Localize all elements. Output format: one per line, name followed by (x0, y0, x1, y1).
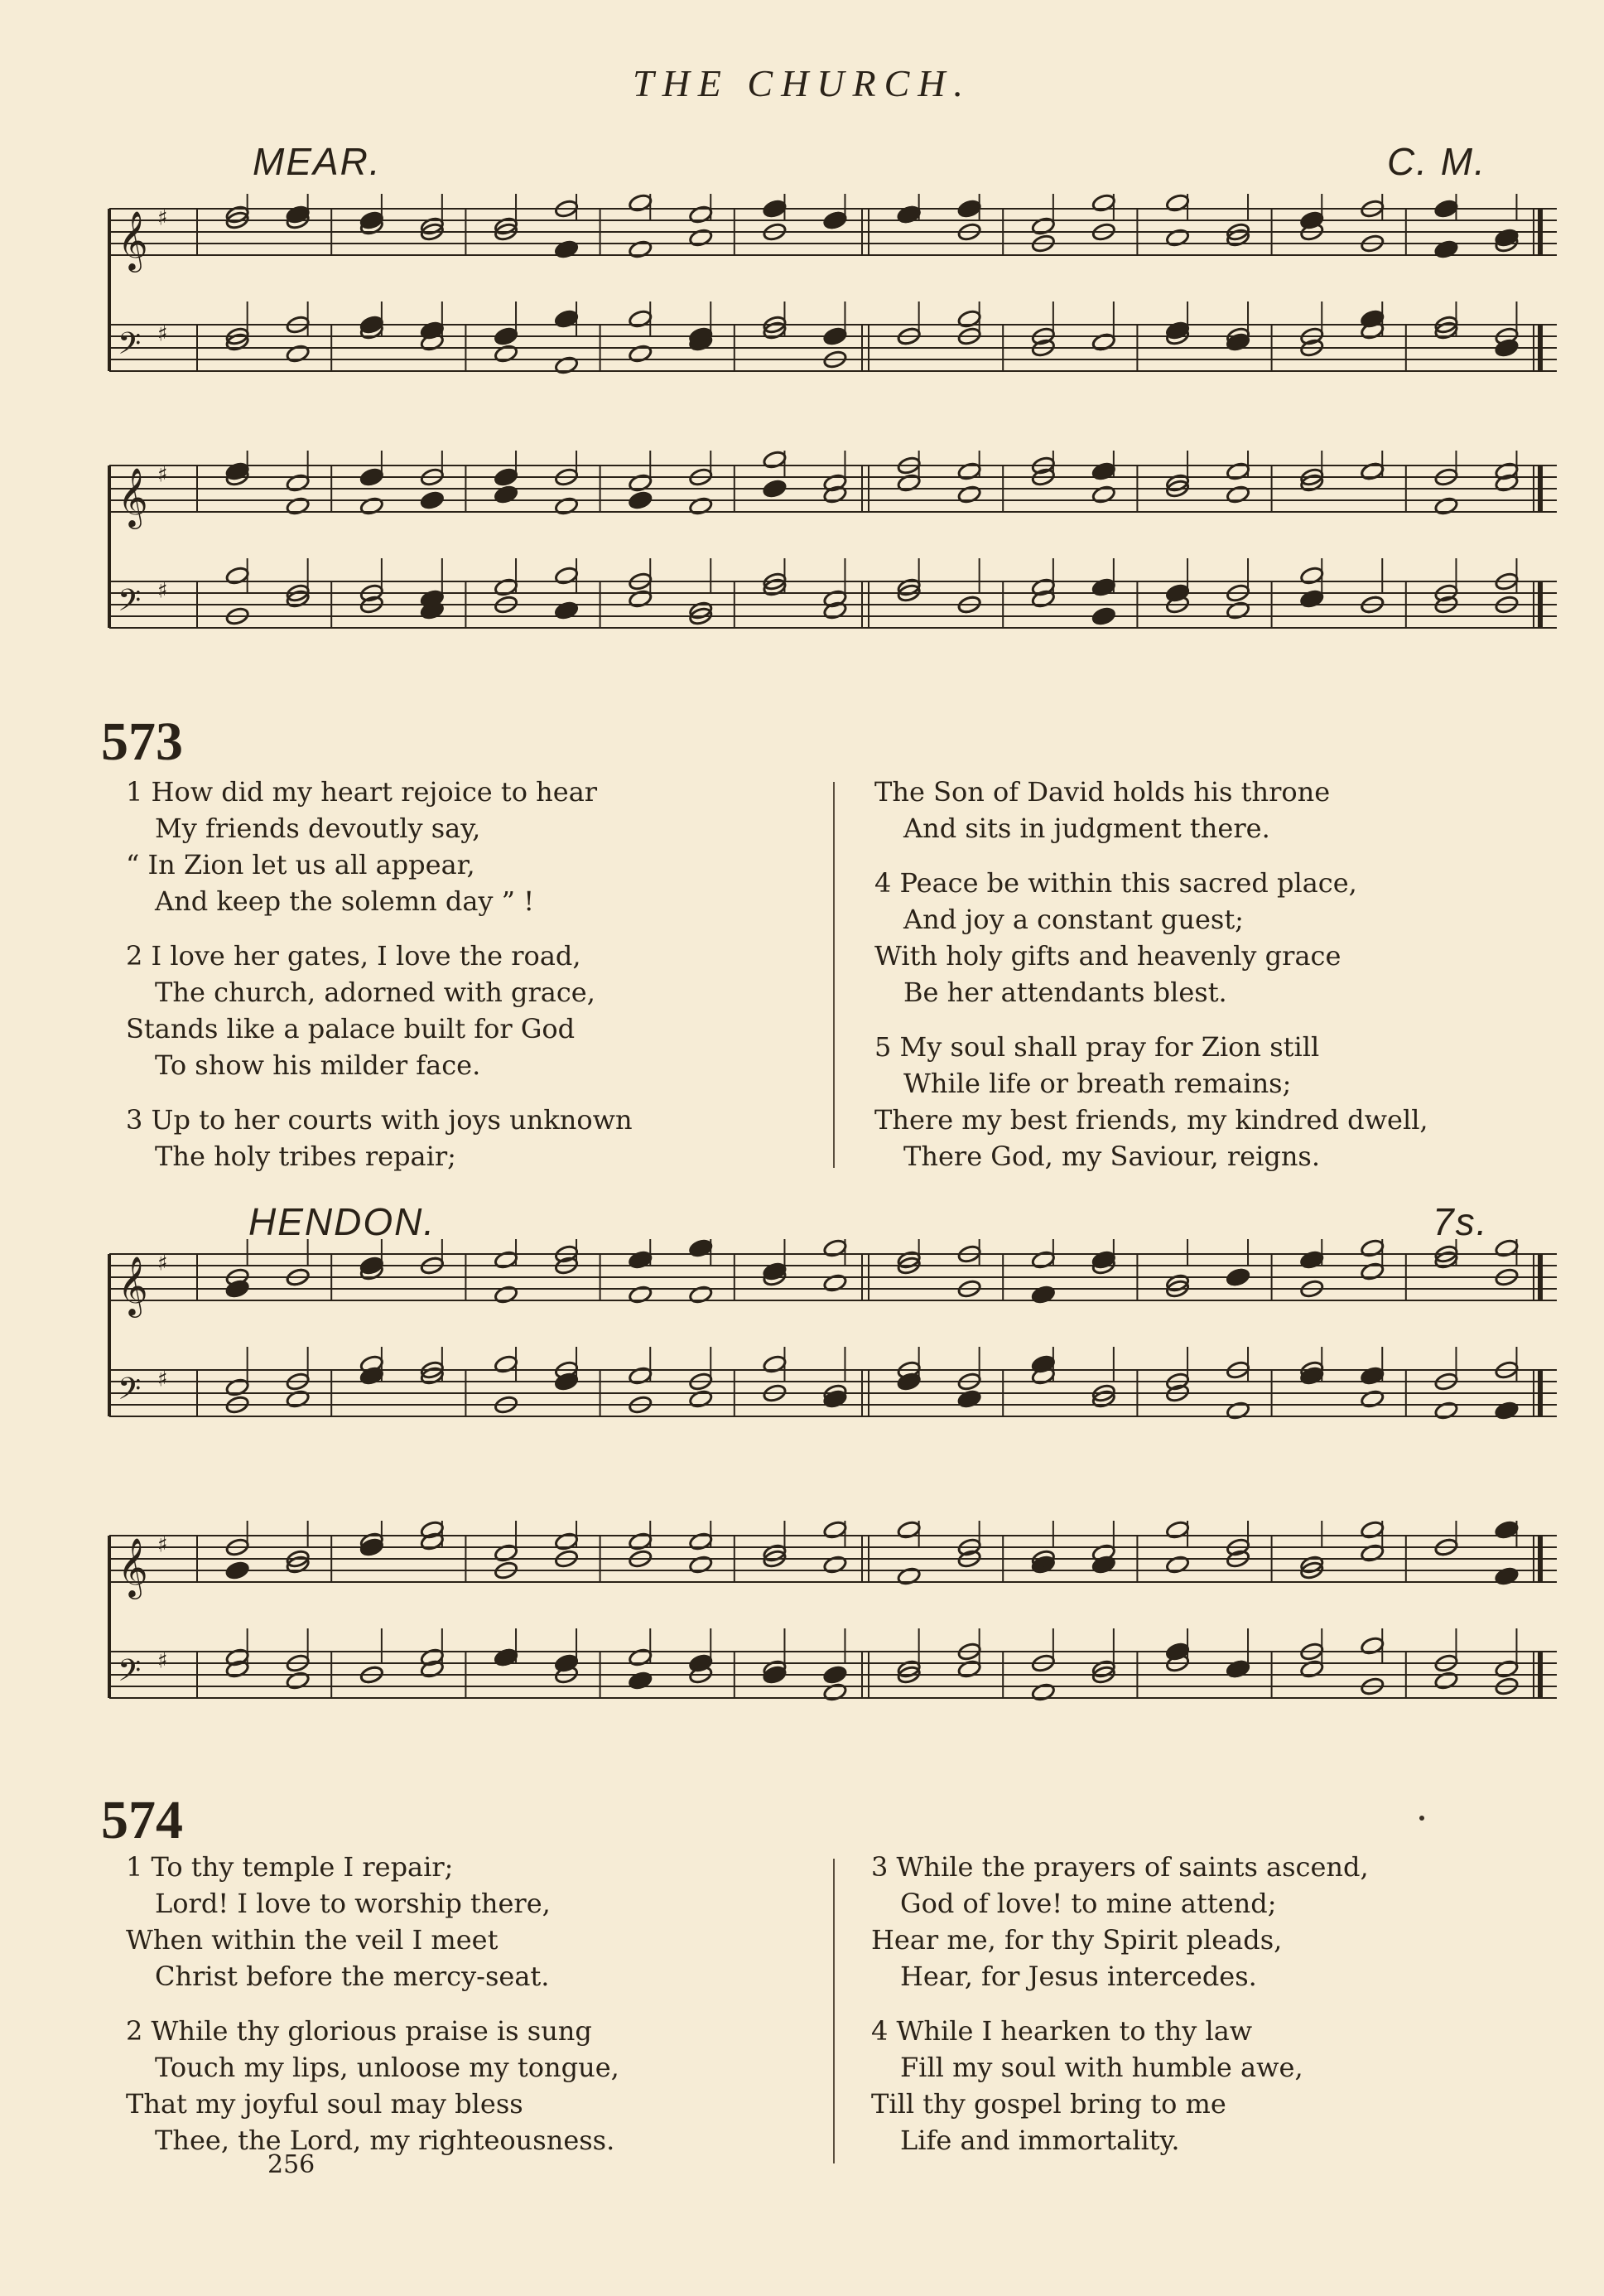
verse-line: 1 To thy temple I repair; (126, 1851, 454, 1883)
stanza (126, 1849, 619, 1995)
note-head (957, 1389, 982, 1409)
note-head (897, 205, 922, 224)
note-head (286, 496, 311, 516)
note-head (1494, 1566, 1519, 1586)
note-head (957, 461, 982, 481)
stanza (871, 1849, 1369, 1995)
bass-clef-icon: 𝄢 (118, 583, 142, 625)
bass-clef-icon: 𝄢 (118, 1372, 142, 1414)
hymn-number-573: 573 (101, 711, 183, 772)
note-head (494, 577, 518, 597)
stanza (874, 1029, 1428, 1175)
verse-line: Touch my lips, unloose my tongue, (155, 2052, 619, 2083)
note-head (286, 1671, 311, 1691)
note-head (1091, 577, 1116, 597)
note-head (1494, 1238, 1519, 1258)
verse-line: The church, adorned with grace, (155, 977, 595, 1008)
verse-line: God of love! to mine attend; (900, 1888, 1277, 1919)
note-head (1226, 1659, 1250, 1679)
note-head (628, 473, 653, 493)
verse-line: And keep the solemn day ” ! (155, 885, 535, 917)
verse-line: 4 While I hearken to thy law (871, 2015, 1253, 2047)
note-head (359, 467, 384, 487)
note-head (822, 1520, 847, 1540)
note-head (1031, 1250, 1056, 1270)
note-head (957, 485, 982, 504)
note-head (628, 1671, 653, 1691)
key-signature-sharp: ♯ (157, 462, 168, 488)
note-head (822, 1238, 847, 1258)
note-head (1091, 461, 1116, 481)
note-head (628, 309, 653, 329)
note-head (957, 199, 982, 219)
bass-clef-icon: 𝄢 (118, 1653, 142, 1695)
verse-line: That my joyful soul may bless (126, 2088, 523, 2120)
note-head (897, 1520, 922, 1540)
note-head (1226, 1401, 1250, 1421)
note-head (1360, 1238, 1385, 1258)
note-head (1091, 485, 1116, 504)
note-head (554, 496, 579, 516)
note-head (1165, 1555, 1190, 1575)
note-head (494, 467, 518, 487)
verse-line: My friends devoutly say, (155, 813, 481, 844)
stanza (126, 1102, 633, 1175)
note-head (1494, 1520, 1519, 1540)
stanza (126, 938, 633, 1083)
stanza (874, 774, 1428, 847)
note-head (1494, 1659, 1519, 1679)
note-head (822, 326, 847, 346)
note-head (1434, 1671, 1459, 1691)
tune-name-mear: MEAR. (253, 140, 382, 183)
verse-line: Till thy gospel bring to me (871, 2088, 1226, 2120)
note-head (628, 1366, 653, 1386)
note-head (1434, 199, 1459, 219)
treble-clef-icon: 𝄞 (118, 1536, 148, 1597)
verse-line: Christ before the mercy-seat. (155, 1961, 550, 1992)
note-head (554, 601, 579, 620)
key-signature-sharp: ♯ (157, 1367, 168, 1392)
score-mear (106, 192, 1565, 689)
note-head (225, 1377, 250, 1397)
treble-clef-icon: 𝄞 (118, 465, 148, 527)
verse-line: With holy gifts and heavenly grace (874, 940, 1341, 972)
note-head (1360, 1520, 1385, 1540)
note-head (1360, 1389, 1385, 1409)
verse-line: 2 I love her gates, I love the road, (126, 940, 581, 972)
note-head (554, 239, 579, 259)
verse-line: 3 While the prayers of saints ascend, (871, 1851, 1369, 1883)
note-head (822, 1682, 847, 1702)
verse-line: And sits in judgment there. (903, 813, 1270, 844)
note-head (286, 473, 311, 493)
note-head (1299, 1250, 1324, 1270)
treble-clef-icon: 𝄞 (118, 209, 148, 270)
note-head (494, 1250, 518, 1270)
verse-line: While life or breath remains; (903, 1068, 1292, 1099)
note-head (1494, 1401, 1519, 1421)
note-head (957, 309, 982, 329)
note-head (688, 1531, 713, 1551)
note-head (1360, 461, 1385, 481)
note-head (554, 1531, 579, 1551)
note-head (822, 1273, 847, 1293)
column-divider (833, 782, 835, 1168)
running-head: THE CHURCH. (632, 62, 972, 104)
note-head (688, 1389, 713, 1409)
meter-7s: 7s. (1433, 1200, 1489, 1243)
verse-line: The holy tribes repair; (155, 1141, 456, 1172)
note-head (225, 1560, 250, 1580)
note-head (286, 344, 311, 364)
stray-ink-dot (1419, 1816, 1424, 1821)
key-signature-sharp: ♯ (157, 205, 168, 231)
note-head (494, 1647, 518, 1667)
treble-clef-icon: 𝄞 (118, 1254, 148, 1315)
bass-clef-icon: 𝄢 (118, 326, 142, 369)
note-head (494, 1285, 518, 1305)
note-head (1226, 485, 1250, 504)
note-head (286, 1389, 311, 1409)
verse-column-574-left (126, 1849, 619, 2177)
note-head (688, 1238, 713, 1258)
note-head (897, 473, 922, 493)
verse-line: 4 Peace be within this sacred place, (874, 867, 1357, 899)
note-head (494, 485, 518, 504)
note-head (763, 450, 788, 470)
note-head (822, 210, 847, 230)
note-head (554, 566, 579, 586)
note-head (1031, 216, 1056, 236)
verse-line: There God, my Saviour, reigns. (903, 1141, 1321, 1172)
verse-line: 1 How did my heart rejoice to hear (126, 776, 598, 808)
note-head (763, 1354, 788, 1374)
note-head (1226, 1267, 1250, 1287)
note-head (688, 1285, 713, 1305)
stanza (126, 2013, 619, 2159)
verse-line: To show his milder face. (155, 1049, 481, 1081)
key-signature-sharp: ♯ (157, 1251, 168, 1276)
note-head (494, 344, 518, 364)
note-head (359, 496, 384, 516)
tune-name-hendon: HENDON. (248, 1200, 436, 1243)
note-head (688, 228, 713, 248)
verse-line: When within the veil I meet (126, 1924, 499, 1956)
note-head (628, 589, 653, 609)
stanza (874, 865, 1428, 1011)
note-head (420, 490, 445, 510)
note-head (1031, 1682, 1056, 1702)
note-head (1091, 193, 1116, 213)
verse-column-573-left (126, 774, 633, 1193)
verse-line: 2 While thy glorious praise is sung (126, 2015, 592, 2047)
note-head (554, 355, 579, 375)
verse-line: Life and immortality. (900, 2125, 1180, 2156)
meter-cm: C. M. (1387, 140, 1486, 183)
verse-line: Be her attendants blest. (903, 977, 1227, 1008)
note-head (1165, 1520, 1190, 1540)
key-signature-sharp: ♯ (157, 1648, 168, 1674)
note-head (688, 1555, 713, 1575)
column-divider (833, 1859, 835, 2163)
note-head (688, 205, 713, 224)
note-head (1091, 332, 1116, 352)
note-head (628, 344, 653, 364)
note-head (763, 479, 788, 499)
note-head (628, 1531, 653, 1551)
note-head (628, 193, 653, 213)
verse-line: There my best friends, my kindred dwell, (874, 1104, 1428, 1136)
note-head (1226, 601, 1250, 620)
note-head (628, 490, 653, 510)
key-signature-sharp: ♯ (157, 578, 168, 604)
verse-line: Thee, the Lord, my righteousness. (155, 2125, 615, 2156)
verse-line: Fill my soul with humble awe, (900, 2052, 1303, 2083)
note-head (1299, 1659, 1324, 1679)
note-head (1091, 606, 1116, 626)
verse-line: The Son of David holds his throne (874, 776, 1331, 808)
note-head (628, 1250, 653, 1270)
note-head (1360, 1636, 1385, 1656)
note-head (1299, 589, 1324, 609)
note-head (225, 566, 250, 586)
verse-line: Lord! I love to worship there, (155, 1888, 551, 1919)
stanza (871, 2013, 1369, 2159)
verse-line: And joy a constant guest; (903, 904, 1244, 935)
hymn-number-574: 574 (101, 1790, 183, 1850)
stanza (126, 774, 633, 919)
note-head (628, 239, 653, 259)
verse-line: “ In Zion let us all appear, (126, 849, 475, 880)
note-head (822, 1555, 847, 1575)
note-head (897, 1566, 922, 1586)
verse-column-574-right (871, 1849, 1369, 2177)
verse-line: Hear, for Jesus intercedes. (900, 1961, 1257, 1992)
note-head (494, 326, 518, 346)
key-signature-sharp: ♯ (157, 321, 168, 347)
note-head (822, 1665, 847, 1685)
note-head (1360, 1543, 1385, 1563)
note-head (1434, 239, 1459, 259)
page-number: 256 (267, 2150, 316, 2179)
note-head (957, 1659, 982, 1679)
note-head (1165, 193, 1190, 213)
note-head (1165, 228, 1190, 248)
note-head (1360, 1366, 1385, 1386)
note-head (763, 199, 788, 219)
verse-column-573-right (874, 774, 1428, 1193)
note-head (628, 1285, 653, 1305)
note-head (688, 496, 713, 516)
key-signature-sharp: ♯ (157, 1532, 168, 1558)
verse-line: Stands like a palace built for God (126, 1013, 576, 1044)
note-head (494, 1543, 518, 1563)
score-hendon (106, 1237, 1565, 1784)
note-head (1434, 1401, 1459, 1421)
note-head (1434, 496, 1459, 516)
verse-line: 5 My soul shall pray for Zion still (874, 1031, 1320, 1063)
note-head (1360, 1261, 1385, 1281)
note-head (554, 309, 579, 329)
verse-line: Hear me, for thy Spirit pleads, (871, 1924, 1283, 1956)
note-head (1299, 566, 1324, 586)
note-head (494, 1354, 518, 1374)
note-head (1031, 1285, 1056, 1305)
verse-line: 3 Up to her courts with joys unknown (126, 1104, 633, 1136)
note-head (1226, 461, 1250, 481)
note-head (628, 1647, 653, 1667)
